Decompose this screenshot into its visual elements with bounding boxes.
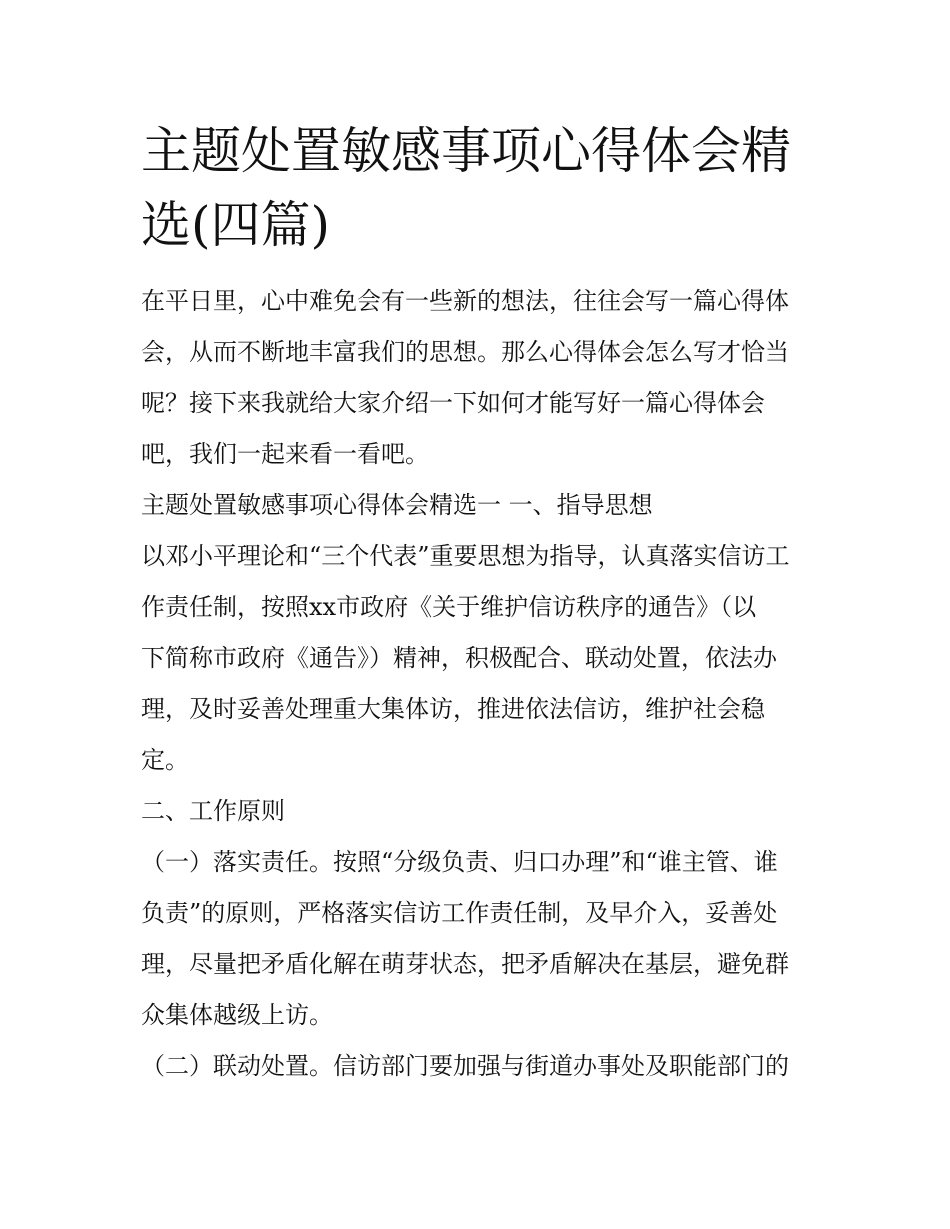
body-line: 作责任制，按照xx市政府《关于维护信访秩序的通告》（以 (141, 593, 757, 621)
body-line: 众集体越级上访。 (141, 1001, 333, 1029)
body-line: 以邓小平理论和“三个代表”重要思想为指导，认真落实信访工 (141, 542, 790, 570)
body-line: （一）落实责任。按照“分级负责、归口办理”和“谁主管、谁 (141, 848, 778, 876)
page-title (141, 114, 821, 262)
body-line: 呢？接下来我就给大家介绍一下如何才能写好一篇心得体会 (141, 389, 765, 417)
section-heading: 二、工作原则 (141, 797, 285, 825)
body-line: 在平日里，心中难免会有一些新的想法，往往会写一篇心得体 (141, 287, 789, 315)
document-body (141, 276, 821, 1092)
body-line: 下简称市政府《通告》）精神，积极配合、联动处置，依法办 (141, 644, 777, 672)
section-heading: 主题处置敏感事项心得体会精选一 一、指导思想 (141, 491, 653, 519)
title-line: 选(四篇) (141, 196, 331, 254)
body-line: 定。 (141, 746, 189, 774)
body-line: 理，及时妥善处理重大集体访，推进依法信访，维护社会稳 (141, 695, 765, 723)
body-line: 会，从而不断地丰富我们的思想。那么心得体会怎么写才恰当 (141, 338, 789, 366)
title-line: 主题处置敏感事项心得体会精 (141, 122, 791, 180)
body-line: 负责”的原则，严格落实信访工作责任制，及早介入，妥善处 (141, 899, 778, 927)
body-line: 吧，我们一起来看一看吧。 (141, 440, 429, 468)
body-line: 理，尽量把矛盾化解在萌芽状态，把矛盾解决在基层，避免群 (141, 950, 789, 978)
body-line: （二）联动处置。信访部门要加强与街道办事处及职能部门的 (141, 1052, 789, 1080)
